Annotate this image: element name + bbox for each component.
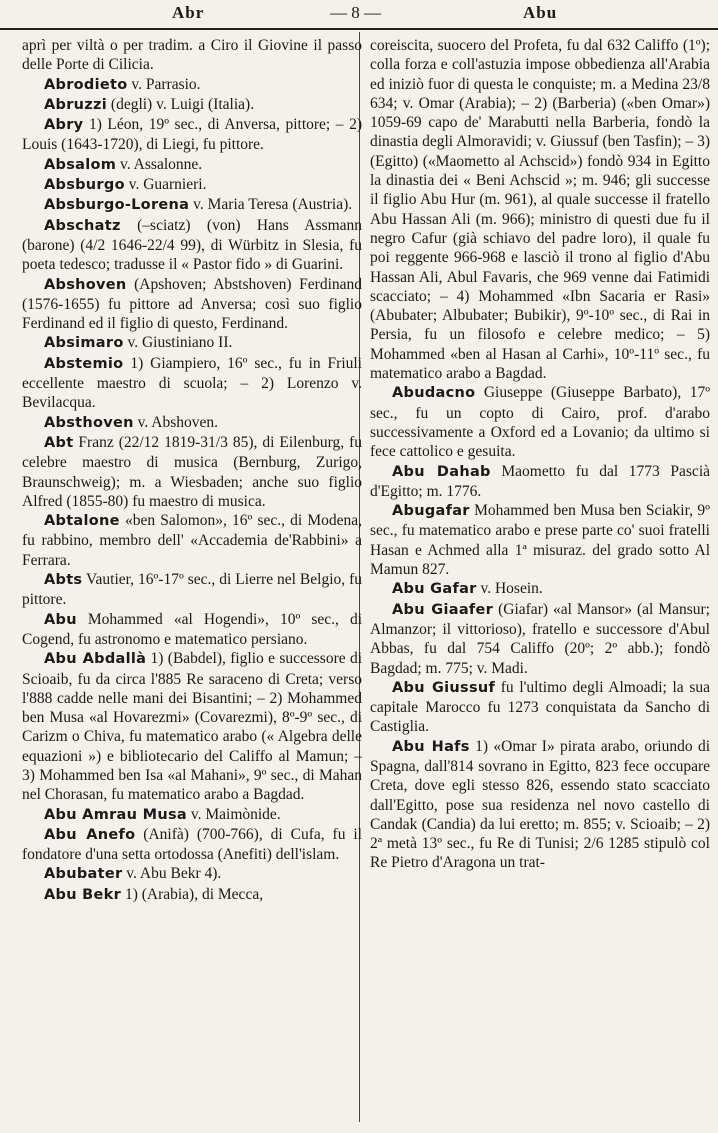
entry-text: Mohammed ben Musa ben Sciakir, 9º sec., fu matematico arabo e prese parte co' suoi fratelli Hasan e Achmed alla 1ª misuraz. del grado sotto Al Mamun 827. [370, 502, 710, 579]
entry-text: coreiscita, suocero del Profeta, fu dal 632 Califfo (1º); colla forza e coll'astuzia impose obbedienza all'Arabia ed iniziò fuor di questa le conquiste; m. a Medina 23/8 634; v. Omar (Arabia); – 2) (Barberia) («ben Omar») 1059-69 capo de' Marabutti nella Barberia, fondò la dinastia degli Almoravidi; v. Giussuf (ben Tasfin); – 3) (Egitto) («Maometto al Achscid») fondò 934 in Egitto la dinastia dei « Beni Achscid »; m. 946; gli successe il figlio Abu Hur (m. 961), al quale successe il fratello Abu Hassan Ali (m. 966); ministro di questi due fu il negro Cafur (già schiavo del padre loro), il quale fu poi reggente 966-968 e lasciò il trono al figlio d'Abu Hassan Ali, Abul Favaris, che 969 venne dai Fatimidi scacciato; – 4) Mohammed «Ibn Sacaria er Rasi» (Abubater; Albubater; Bubikir), 9º-10º sec., di Rai in Persia, fu un filosofo e celebre medico; – 5) Mohammed «ben al Hasan al Carhi», 10º-11º sec., fu matematico arabo a Bagdad. [370, 37, 710, 383]
entry-text: 1) Léon, 19º sec., di Anversa, pittore; – 2) Louis (1643-1720), di Liegi, fu pittore. [22, 116, 362, 154]
dictionary-entry [22, 511, 362, 570]
entry-headword: Abu Giussuf [392, 679, 496, 696]
entry-text: v. Hosein. [476, 580, 543, 598]
entry-headword: Absimaro [44, 335, 124, 352]
entry-text: (Anifà) (700-766), di Cufa, fu il fondatore d'una setta ortodossa (Anefiti) dell'islam. [22, 825, 362, 864]
dictionary-entry [22, 570, 362, 610]
entry-headword: Abrodieto [44, 76, 128, 93]
dictionary-entry [22, 333, 362, 353]
dictionary-entry [370, 36, 710, 383]
entry-text: «ben Salomon», 16º sec., di Modena, fu rabbino, membro dell' «Accademia de'Rabbini» a Ferrara. [22, 512, 362, 569]
entry-text: Maometto fu dal 1773 Pascià d'Egitto; m. 1776. [370, 462, 711, 500]
entry-headword: Abtalone [44, 513, 120, 530]
dictionary-entry [22, 354, 362, 413]
entry-text: 1) Giampiero, 16º sec., fu in Friuli eccellente maestro di scuola; – 2) Lorenzo v. Bevilacqua. [22, 354, 362, 412]
entry-headword: Abu Hafs [392, 738, 470, 755]
dictionary-entry [22, 610, 362, 650]
page-number: — 8 — [330, 3, 381, 22]
entry-headword: Abubater [44, 866, 123, 883]
dictionary-entry [22, 805, 362, 825]
entry-headword: Absthoven [44, 414, 134, 431]
entry-text: Vautier, 16º-17º sec., di Lierre nel Belgio, fu pittore. [22, 571, 362, 609]
entry-text: Mohammed «al Hogendi», 10º sec., di Cogend, fu astronomo e matematico persiano. [22, 610, 362, 648]
entry-headword: Abruzzi [44, 96, 108, 113]
entry-text: v. Maria Teresa (Austria). [189, 196, 353, 214]
entry-text: v. Maimònide. [186, 805, 281, 823]
entry-headword: Absburgo-Lorena [44, 197, 190, 214]
dictionary-entry [22, 95, 362, 115]
entry-headword: Abu Bekr [44, 886, 122, 903]
entry-text: v. Abshoven. [133, 413, 219, 431]
entry-headword: Abu Amrau Musa [44, 806, 187, 823]
entry-text: (Apshoven; Abstshoven) Ferdinand (1576-1655) fu pittore ad Anversa; così suo figlio Ferdinand ed il figlio di questo, Ferdinand. [22, 275, 362, 333]
dictionary-entry [370, 737, 710, 873]
right-column [370, 36, 710, 873]
entry-headword: Abu Dahab [392, 463, 491, 480]
dictionary-entry [22, 216, 362, 275]
entry-headword: Abts [44, 572, 83, 589]
dictionary-entry [22, 413, 362, 433]
entry-headword: Abu Giaafer [392, 601, 494, 618]
dictionary-entry [370, 678, 710, 737]
entry-text: 1) (Arabia), di Mecca, [121, 885, 264, 903]
dictionary-entry [370, 579, 710, 599]
dictionary-entry [370, 501, 710, 579]
dictionary-entry [22, 885, 362, 905]
entry-text: v. Parrasio. [127, 75, 201, 93]
dictionary-entry [370, 600, 710, 678]
entry-text: Franz (22/12 1819-31/3 85), di Eilenburg, fu celebre maestro di musica (Bernburg, Zurigo, Braunschweig); m. a Wiesbaden; anche suo figlio Alfred (1855-80) fu maestro di musica. [22, 433, 362, 510]
entry-headword: Abry [44, 117, 84, 134]
entry-text: (–sciatz) (von) Hans Assmann (barone) (4/2 1646-22/4 99), di Würbitz in Slesia, fu poeta tedesco; tradusse il « Pastor fido » di Guarini. [22, 216, 362, 274]
entry-headword: Absburgo [44, 177, 125, 194]
dictionary-entry [22, 275, 362, 334]
entry-text: v. Abu Bekr 4). [122, 865, 222, 883]
entry-text: fu l'ultimo degli Almoadi; la sua capitale Marocco fu 1273 conquistata da Sancho di Castiglia. [370, 678, 710, 736]
running-head-right: Abu [523, 3, 558, 22]
entry-headword: Abu Abdallà [44, 651, 147, 668]
entry-text: v. Assalonne. [116, 155, 203, 173]
entry-text: 1) «Omar I» pirata arabo, oriundo di Spagna, dall'814 sovrano in Egitto, 823 fece occupare Creta, dove egli stesso 826, essendo stato scacciato dall'Egitto, pose sua residenza nel novo castello di Candak (Candia) da lui eretto; m. 855; v. Scioaib; – 2) 2ª metà 13º sec., fu Re di Tunisi; 2/6 1285 stipulò col Re Pietro d'Aragona un trat- [370, 737, 711, 872]
dictionary-entry [370, 462, 710, 502]
page-header [0, 0, 718, 30]
entry-headword: Abu Anefo [44, 826, 136, 843]
running-head-left: Abr [172, 3, 205, 22]
entry-headword: Abstemio [44, 355, 124, 372]
dictionary-entry [22, 195, 362, 215]
entry-headword: Abudacno [392, 385, 476, 402]
entry-text: v. Giustiniano II. [123, 334, 233, 352]
dictionary-entry [22, 36, 362, 75]
entry-text: Giuseppe (Giuseppe Barbato), 17º sec., fu un copto di Cairo, prof. d'arabo successivamente a Oxford ed a Lovanio; da ultimo si fece cattolico e gesuita. [370, 384, 710, 461]
entry-text: 1) (Babdel), figlio e successore di Scioaib, fu da circa l'885 Re saraceno di Creta; verso l'888 cadde nelle mani dei Bisantini; – 2) Mohammed ben Musa «al Hovarezmi» (Covarezmi), 8º-9º sec., di Carizm o Chiva, fu matematico arabo (« Algebra delle equazioni ») e bibliotecario del Califfo al Mamun; – 3) Mohammed ben Isa «al Mahani», 9º sec., di Mahan nel Chorasan, fu matematico arabo a Bagdad. [22, 650, 362, 804]
dictionary-entry [22, 75, 362, 95]
entry-text: aprì per viltà o per tradim. a Ciro il Giovine il passo delle Porte di Cilicia. [22, 37, 362, 74]
entry-headword: Abshoven [44, 276, 127, 293]
dictionary-entry [22, 175, 362, 195]
entry-text: (degli) v. Luigi (Italia). [107, 95, 255, 113]
entry-text: v. Guarnieri. [124, 176, 207, 194]
dictionary-entry [22, 155, 362, 175]
entry-headword: Abt [44, 434, 74, 451]
entry-headword: Abu [44, 611, 77, 628]
dictionary-entry [22, 825, 362, 865]
entry-text: (Giafar) «al Mansor» (al Mansur; Almanzor; il vittorioso), fratello e successore d'Abul Abbas, fu dal 754 Califfo (20º; 2º abb.); fondò Bagdad; m. 775; v. Madi. [370, 600, 710, 677]
dictionary-entry [22, 433, 362, 511]
left-column [22, 36, 362, 905]
entry-headword: Absalom [44, 156, 117, 173]
dictionary-entry [22, 115, 362, 155]
dictionary-entry [22, 649, 362, 804]
dictionary-entry [22, 864, 362, 884]
entry-headword: Abugafar [392, 503, 470, 520]
dictionary-entry [370, 383, 710, 461]
entry-headword: Abschatz [44, 217, 121, 234]
entry-headword: Abu Gafar [392, 581, 477, 598]
